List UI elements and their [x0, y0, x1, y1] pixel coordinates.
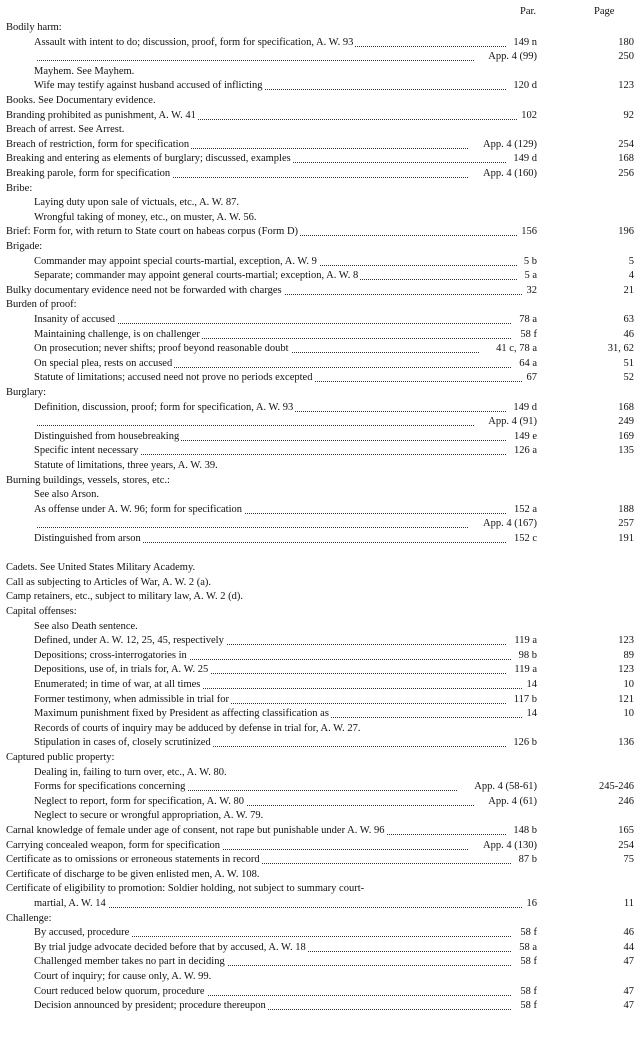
entry-text: Former testimony, when admissible in trial for — [34, 693, 229, 705]
entry-text: Distinguished from housebreaking — [34, 430, 180, 442]
index-entry — [0, 21, 640, 35]
entry-paragraph-ref: 64 a — [519, 357, 537, 369]
entry-text: See also Arson. — [34, 489, 100, 501]
entry-text: Dealing in, failing to turn over, etc., A. W. 80. — [34, 766, 227, 778]
entry-text: Laying duty upon sale of victuals, etc., A. W. 87. — [34, 197, 240, 209]
entry-text: On special plea, rests on accused — [34, 357, 173, 369]
entry-text: Breaking and entering as elements of burglary; discussed, examples — [6, 153, 291, 165]
entry-text: Defined, under A. W. 12, 25, 45, respectively — [34, 635, 224, 647]
entry-text: Specific intent necessary — [34, 445, 139, 457]
entry-text: Maximum punishment fixed by President as affecting classification as — [34, 708, 329, 720]
entry-paragraph-ref: 32 — [526, 284, 537, 296]
index-entry — [0, 547, 640, 561]
entry-paragraph-ref: 58 a — [519, 941, 537, 953]
entry-text: Stipulation in cases of, closely scrutinized — [34, 737, 211, 749]
index-entry — [0, 693, 640, 707]
entry-page-number: 135 — [618, 445, 634, 457]
entry-paragraph-ref: 14 — [526, 679, 537, 690]
entry-page-number: 123 — [618, 80, 634, 92]
index-entry — [0, 401, 640, 415]
entry-text: Bribe: — [6, 182, 33, 194]
entry-text: Camp retainers, etc., subject to military law, A. W. 2 (d). — [6, 591, 243, 603]
entry-paragraph-ref: 149 d — [513, 401, 537, 413]
index-entry — [0, 123, 640, 137]
index-entry — [0, 152, 640, 166]
entry-text: Captured public property: — [6, 752, 115, 763]
par-column-header: Par. — [520, 6, 537, 17]
entry-text: Mayhem. See Mayhem. — [34, 65, 135, 77]
entry-page-number: 47 — [623, 985, 634, 997]
index-entry — [0, 620, 640, 634]
entry-text: On prosecution; never shifts; proof beyond reasonable doubt — [34, 343, 289, 355]
index-entry — [0, 269, 640, 283]
entry-paragraph-ref: 67 — [526, 372, 537, 384]
entry-text: Burglary: — [6, 387, 47, 398]
index-entry — [0, 707, 640, 721]
entry-text: As offense under A. W. 96; form for specification — [34, 503, 243, 515]
entry-paragraph-ref: 152 a — [513, 503, 537, 515]
entry-paragraph-ref: 126 a — [513, 445, 537, 457]
entry-paragraph-ref: 149 n — [513, 36, 537, 48]
index-entry — [0, 809, 640, 823]
index-entry — [0, 298, 640, 312]
entry-text: By accused, procedure — [34, 927, 130, 939]
entry-page-number: 169 — [618, 430, 634, 442]
index-entry — [0, 649, 640, 663]
entry-text: Breach of arrest. See Arrest. — [6, 124, 125, 136]
entry-page-number: 257 — [618, 518, 634, 530]
index-entry — [0, 517, 640, 531]
entry-paragraph-ref: App. 4 (91) — [488, 416, 537, 428]
index-entry — [0, 211, 640, 225]
entry-paragraph-ref: 117 b — [513, 693, 537, 705]
entry-page-number: 46 — [623, 328, 634, 340]
entry-page-number: 245-246 — [599, 781, 634, 793]
index-entry — [0, 328, 640, 342]
index-entry — [0, 342, 640, 356]
page-column-header: Page — [594, 6, 615, 17]
entry-text: Court of inquiry; for cause only, A. W. 99. — [34, 971, 212, 982]
entry-page-number: 123 — [618, 635, 634, 647]
index-entry — [0, 999, 640, 1013]
entry-paragraph-ref: 98 b — [518, 649, 537, 661]
entry-paragraph-ref: 5 a — [524, 270, 537, 282]
entry-paragraph-ref: 14 — [526, 708, 537, 720]
entry-text: Bulky documentary evidence need not be forwarded with charges — [6, 284, 282, 296]
index-entry — [0, 853, 640, 867]
entry-text: See also Death sentence. — [34, 620, 138, 632]
entry-paragraph-ref: App. 4 (58-61) — [474, 781, 537, 793]
entry-paragraph-ref: 149 e — [513, 430, 537, 442]
index-entry — [0, 371, 640, 385]
entry-paragraph-ref: App. 4 (130) — [483, 839, 537, 851]
index-entry — [0, 50, 640, 64]
entry-paragraph-ref: 119 a — [514, 635, 537, 647]
entry-paragraph-ref: 16 — [526, 898, 537, 909]
index-entry — [0, 109, 640, 123]
entry-page-number: 136 — [618, 737, 634, 749]
index-entry — [0, 65, 640, 79]
entry-text: Capital offenses: — [6, 606, 77, 617]
index-entry — [0, 795, 640, 809]
index-entry — [0, 751, 640, 765]
entry-paragraph-ref: App. 4 (99) — [488, 51, 537, 63]
index-entry — [0, 605, 640, 619]
entry-page-number: 21 — [623, 284, 634, 296]
entry-text: Enumerated; in time of war, at all times — [34, 679, 201, 690]
index-entry — [0, 474, 640, 488]
index-entry — [0, 868, 640, 882]
entry-text: Neglect to secure or wrongful appropriation, A. W. 79. — [34, 810, 264, 822]
entry-text: Breach of restriction, form for specification — [6, 138, 190, 150]
entry-page-number: 4 — [628, 270, 634, 282]
entry-paragraph-ref: 58 f — [520, 1000, 537, 1012]
entry-paragraph-ref: 119 a — [514, 664, 537, 676]
entry-text: Assault with intent to do; discussion, proof, form for specification, A. W. 93 — [34, 36, 354, 48]
entry-page-number: 10 — [623, 679, 634, 690]
entry-page-number: 47 — [623, 1000, 634, 1012]
entry-paragraph-ref: App. 4 (129) — [483, 138, 537, 150]
entry-page-number: 196 — [618, 226, 634, 238]
entry-text: Carnal knowledge of female under age of consent, not rape but punishable under A. W. 96 — [6, 825, 385, 836]
entry-text: Burning buildings, vessels, stores, etc.: — [6, 474, 170, 486]
entry-text: Brief: Form for, with return to State court on habeas corpus (Form D) — [6, 226, 299, 238]
index-entry — [0, 970, 640, 984]
index-entry — [0, 459, 640, 473]
entry-text: Wife may testify against husband accused of inflicting — [34, 80, 263, 92]
entry-text: Records of courts of inquiry may be adduced by defense in trial for, A. W. 27. — [34, 722, 361, 734]
index-entry — [0, 532, 640, 546]
entry-page-number: 165 — [618, 825, 634, 836]
entry-page-number: 256 — [618, 168, 634, 179]
index-entry — [0, 766, 640, 780]
entry-paragraph-ref: 41 c, 78 a — [496, 343, 537, 355]
entry-page-number: 250 — [618, 51, 634, 63]
entry-text: Certificate as to omissions or erroneous statements in record — [6, 854, 260, 866]
index-entry — [0, 284, 640, 298]
index-entry — [0, 79, 640, 93]
index-entry — [0, 240, 640, 254]
index-entry — [0, 488, 640, 502]
entry-page-number: 191 — [618, 533, 634, 544]
index-entry — [0, 634, 640, 648]
entry-text: Challenge: — [6, 912, 52, 924]
entry-text: Statute of limitations; accused need not prove no periods excepted — [34, 372, 313, 384]
entry-text — [34, 416, 36, 427]
index-entry — [0, 590, 640, 604]
entry-text: Statute of limitations, three years, A. W. 39. — [34, 460, 218, 471]
entry-paragraph-ref: 58 f — [520, 328, 537, 340]
entry-text — [34, 518, 36, 529]
entry-text: Decision announced by president; procedure thereupon — [34, 1000, 266, 1012]
index-entry — [0, 897, 640, 911]
index-entry — [0, 138, 640, 152]
entry-paragraph-ref: 156 — [521, 226, 537, 238]
entry-text: Call as subjecting to Articles of War, A. W. 2 (a). — [6, 576, 212, 588]
entry-page-number: 75 — [623, 854, 634, 866]
entry-text: Brigade: — [6, 241, 43, 252]
entry-page-number: 5 — [628, 255, 634, 267]
entry-text: Insanity of accused — [34, 314, 116, 325]
index-entry — [0, 576, 640, 590]
entry-text: Depositions; cross-interrogatories in — [34, 649, 187, 661]
entry-text — [34, 51, 36, 62]
index-entry — [0, 824, 640, 838]
entry-paragraph-ref: 58 f — [520, 927, 537, 939]
entry-page-number: 188 — [618, 503, 634, 515]
index-entry — [0, 736, 640, 750]
entry-paragraph-ref: 58 f — [520, 956, 537, 968]
index-entry — [0, 255, 640, 269]
index-entry — [0, 678, 640, 692]
entry-page-number: 254 — [618, 839, 634, 851]
index-entry — [0, 430, 640, 444]
entry-text: Court reduced below quorum, procedure — [34, 985, 205, 997]
index-entry — [0, 839, 640, 853]
entry-paragraph-ref: 148 b — [513, 825, 537, 836]
index-entry — [0, 196, 640, 210]
index-entry — [0, 722, 640, 736]
entry-paragraph-ref: 5 b — [523, 255, 537, 267]
entry-page-number: 47 — [623, 956, 634, 968]
index-entry — [0, 444, 640, 458]
entry-page-number: 121 — [618, 693, 634, 705]
index-entry — [0, 926, 640, 940]
entry-text — [6, 548, 8, 559]
index-entry — [0, 386, 640, 400]
entry-page-number: 10 — [623, 708, 634, 720]
entry-paragraph-ref: 78 a — [519, 314, 537, 325]
entry-text: Challenged member takes no part in deciding — [34, 956, 225, 968]
index-entry — [0, 780, 640, 794]
entry-text: Depositions, use of, in trials for, A. W. 25 — [34, 664, 209, 676]
index-entry — [0, 882, 640, 896]
entry-page-number: 46 — [623, 927, 634, 939]
entry-paragraph-ref: 126 b — [513, 737, 537, 749]
entry-paragraph-ref: App. 4 (160) — [483, 168, 537, 179]
index-entry — [0, 313, 640, 327]
entry-text: Wrongful taking of money, etc., on muster, A. W. 56. — [34, 211, 257, 223]
entry-paragraph-ref: 58 f — [520, 985, 537, 997]
entry-text: Commander may appoint special courts-martial, exception, A. W. 9 — [34, 255, 317, 267]
entry-text: Forms for specifications concerning — [34, 781, 186, 793]
entry-page-number: 168 — [618, 153, 634, 165]
entry-text: Distinguished from arson — [34, 533, 141, 544]
entry-text: martial, A. W. 14 — [34, 898, 106, 909]
entry-paragraph-ref: App. 4 (61) — [488, 795, 537, 807]
index-entry — [0, 955, 640, 969]
entry-text: By trial judge advocate decided before that by accused, A. W. 18 — [34, 941, 306, 953]
index-entry — [0, 503, 640, 517]
index-entry — [0, 167, 640, 181]
entry-text: Certificate of eligibility to promotion: Soldier holding, not subject to summary court- — [6, 883, 365, 895]
entry-page-number: 51 — [623, 357, 634, 369]
entry-text: Separate; commander may appoint general courts-martial; exception, A. W. 8 — [34, 270, 359, 282]
entry-paragraph-ref: 120 d — [513, 80, 537, 92]
entry-text: Maintaining challenge, is on challenger — [34, 328, 200, 340]
index-entry — [0, 94, 640, 108]
entry-paragraph-ref: 87 b — [518, 854, 537, 866]
entry-page-number: 63 — [623, 314, 634, 325]
entry-page-number: 180 — [618, 36, 634, 48]
entry-page-number: 44 — [623, 941, 634, 953]
entry-paragraph-ref: App. 4 (167) — [483, 518, 537, 530]
entry-paragraph-ref: 152 c — [513, 533, 537, 544]
entry-page-number: 92 — [623, 109, 634, 121]
entry-text: Branding prohibited as punishment, A. W. 41 — [6, 109, 196, 121]
entry-text: Certificate of discharge to be given enlisted men, A. W. 108. — [6, 868, 260, 880]
entry-page-number: 11 — [623, 898, 634, 909]
entry-page-number: 246 — [618, 795, 634, 807]
index-entry — [0, 415, 640, 429]
entry-text: Breaking parole, form for specification — [6, 168, 171, 179]
entry-text: Bodily harm: — [6, 22, 62, 33]
entry-paragraph-ref: 102 — [521, 109, 537, 121]
entry-text: Burden of proof: — [6, 299, 77, 311]
index-entry — [0, 941, 640, 955]
entry-text: Carrying concealed weapon, form for specification — [6, 839, 220, 851]
index-entry — [0, 225, 640, 239]
entry-page-number: 31, 62 — [607, 343, 634, 355]
entry-text: Neglect to report, form for specification, A. W. 80 — [34, 795, 244, 807]
index-entry — [0, 561, 640, 575]
entry-paragraph-ref: 149 d — [513, 153, 537, 165]
entry-page-number: 89 — [623, 649, 634, 661]
index-entry — [0, 912, 640, 926]
index-entry — [0, 182, 640, 196]
entry-page-number: 168 — [618, 401, 634, 413]
entry-page-number: 249 — [618, 416, 634, 428]
entry-text: Cadets. See United States Military Academy. — [6, 562, 196, 574]
entry-text: Books. See Documentary evidence. — [6, 95, 156, 106]
index-entry — [0, 36, 640, 50]
index-entry — [0, 985, 640, 999]
entry-page-number: 254 — [618, 138, 634, 150]
entry-text: Definition, discussion, proof; form for specification, A. W. 93 — [34, 401, 294, 413]
entry-page-number: 52 — [623, 372, 634, 384]
index-entry — [0, 357, 640, 371]
index-entry — [0, 663, 640, 677]
entry-page-number: 123 — [618, 664, 634, 676]
